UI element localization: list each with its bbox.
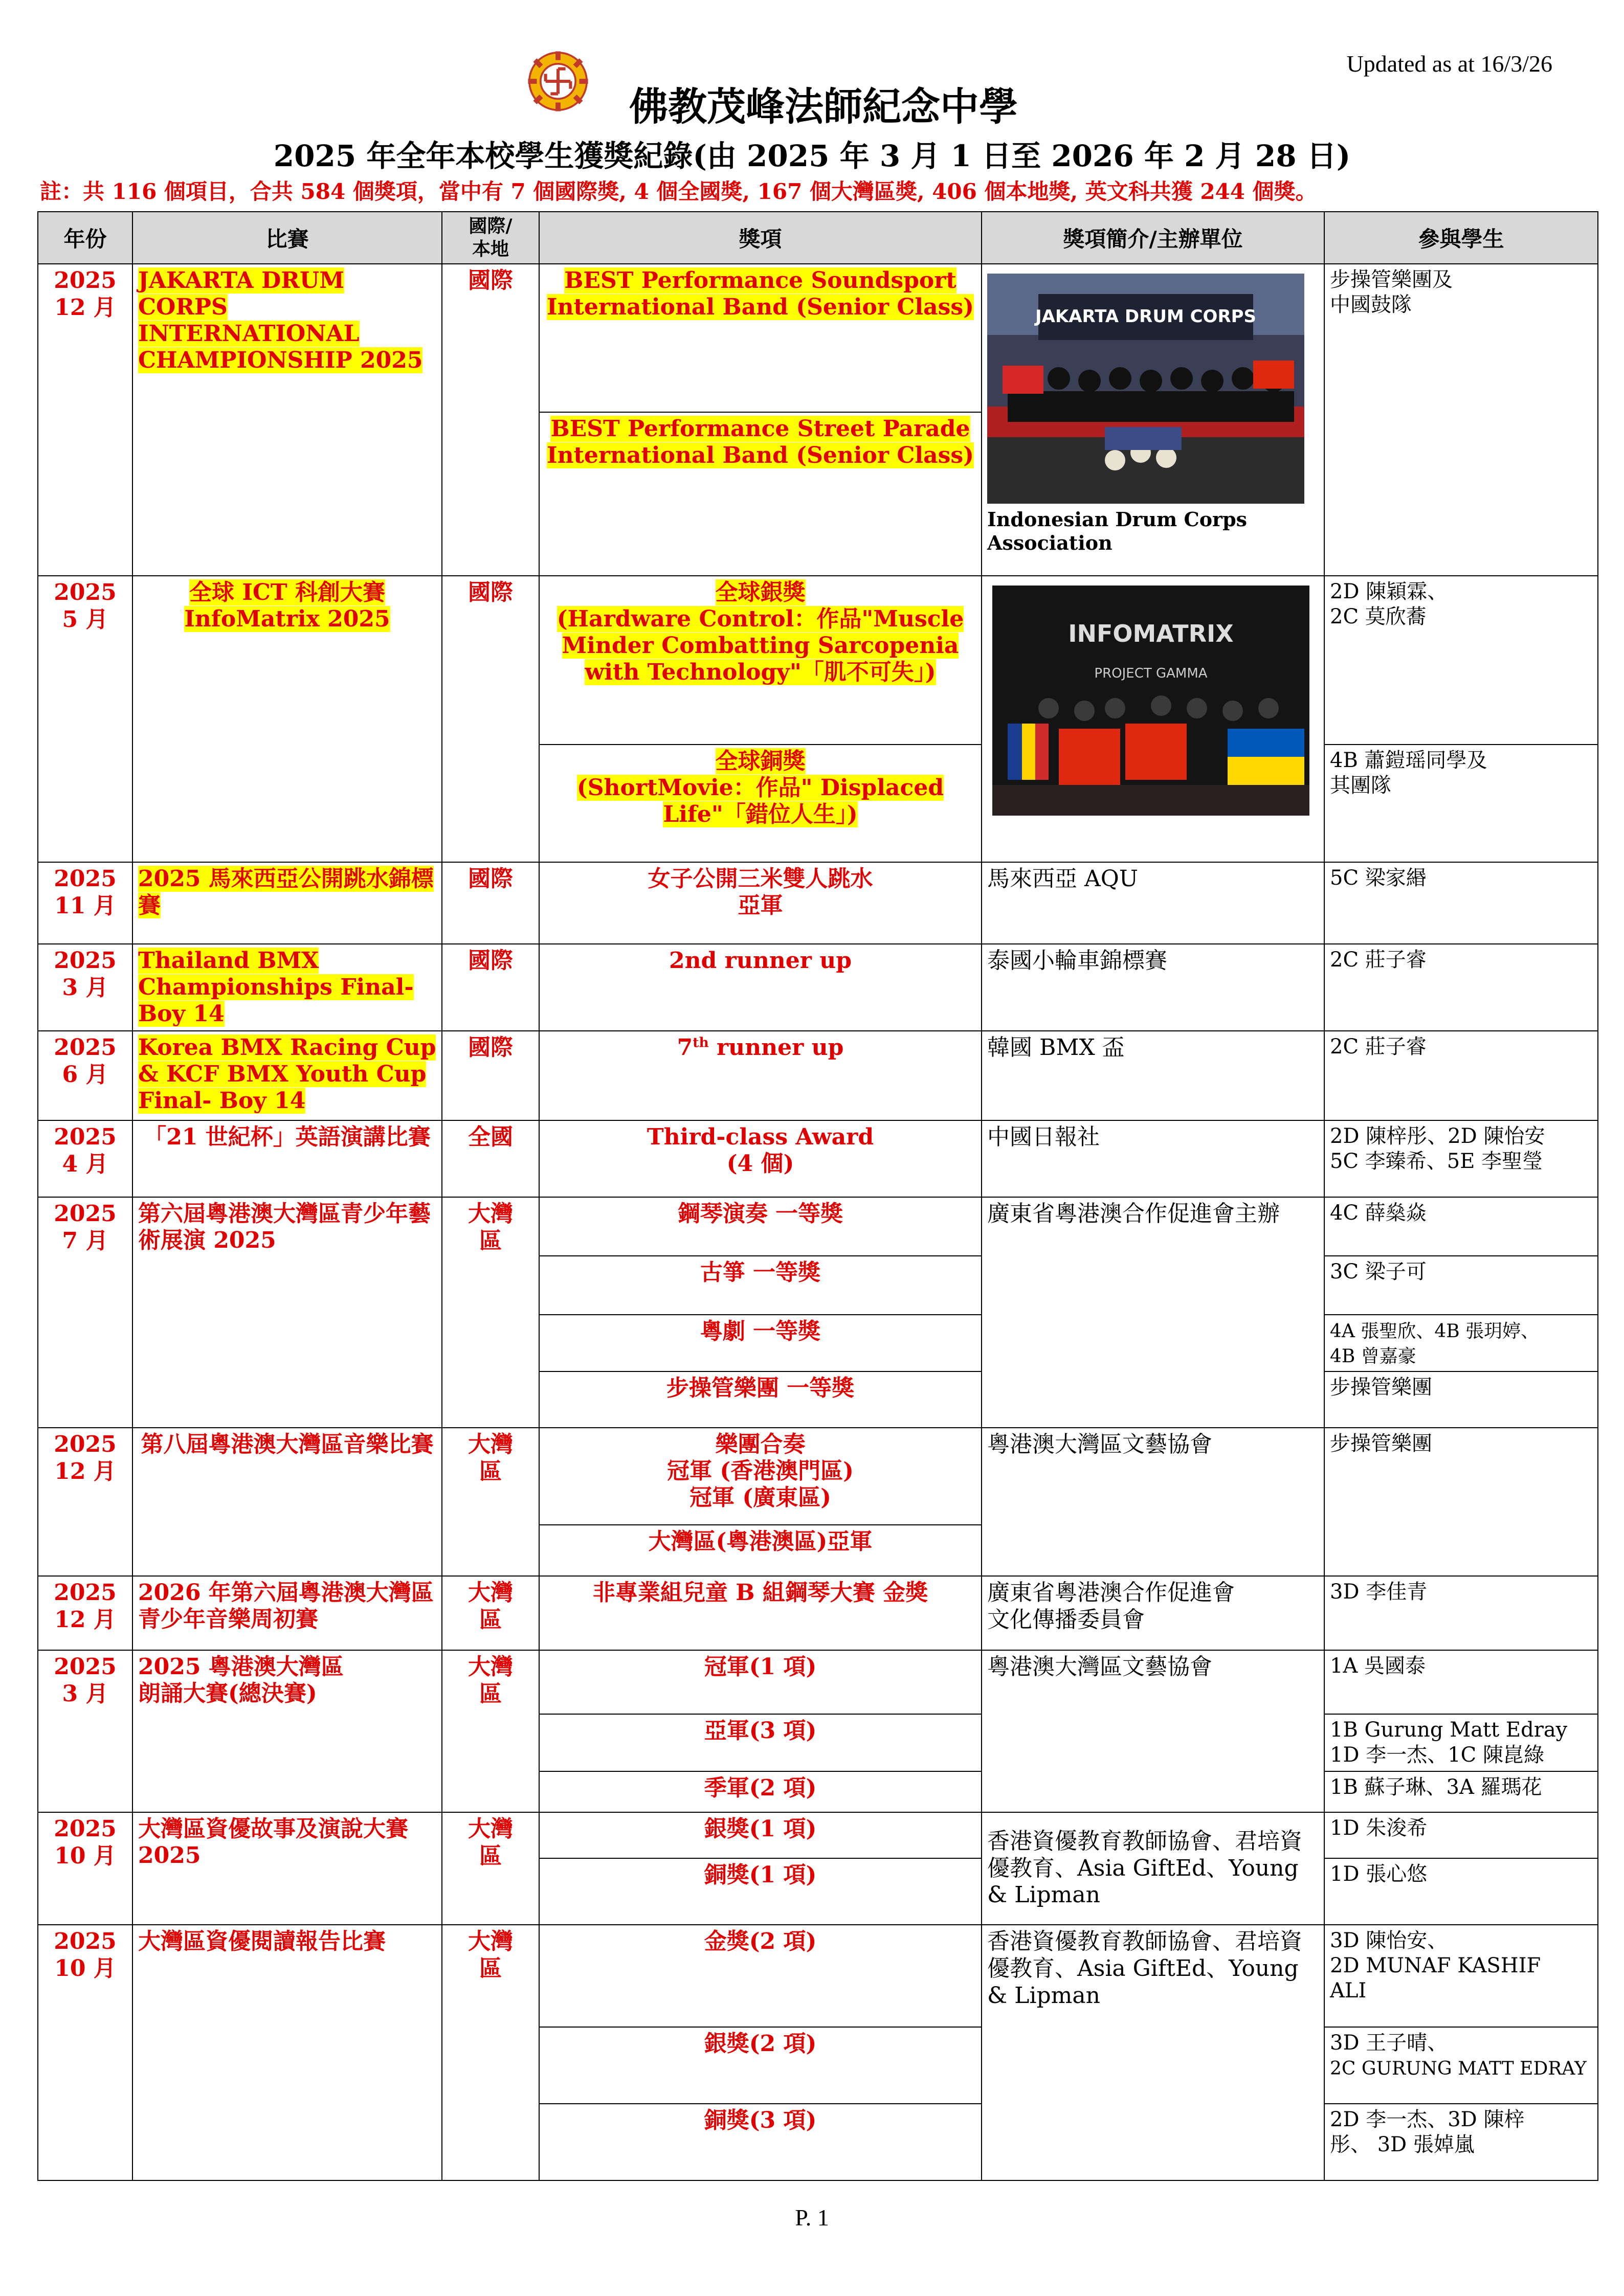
- header-award: 獎項: [539, 212, 982, 264]
- award-cell: [539, 412, 982, 576]
- students-cell: 4A 張聖欣、4B 張玥婷、 4B 曾嘉豪: [1324, 1315, 1598, 1372]
- intro-cell: 粵港澳大灣區文藝協會: [982, 1650, 1324, 1812]
- competition-cell: 大灣區資優故事及演說大賽 2025: [132, 1812, 442, 1925]
- students-cell: 1B 蘇子琳、3A 羅瑪花: [1324, 1771, 1598, 1812]
- award-cell: 樂團合奏 冠軍 (香港澳門區) 冠軍 (廣東區): [539, 1428, 982, 1525]
- intro-cell: 廣東省粵港澳合作促進會 文化傳播委員會: [982, 1576, 1324, 1650]
- award-cell: 鋼琴演奏 一等獎: [539, 1197, 982, 1256]
- table-header-row: [38, 212, 1598, 264]
- students-cell: 5C 梁家緡: [1324, 862, 1598, 944]
- award-cell: 銀獎(1 項): [539, 1812, 982, 1858]
- intro-cell: [982, 576, 1324, 862]
- photo-subtext: PROJECT GAMMA: [1094, 666, 1208, 681]
- students-cell: [1324, 2027, 1598, 2104]
- scope-cell: 國際: [442, 944, 539, 1031]
- competition-name: 2025 馬來西亞公開跳水錦標賽: [138, 866, 434, 918]
- award-cell: [539, 745, 982, 862]
- school-name: 佛教茂峰法師紀念中學: [629, 84, 1018, 129]
- page-title: 2025 年全年本校學生獲獎紀錄(由 2025 年 3 月 1 日至 2026 年 2 月 28 日): [273, 139, 1351, 173]
- header-competition: 比賽: [132, 212, 442, 264]
- award-cell: Third-class Award (4 個): [539, 1120, 982, 1197]
- intro-cell: 泰國小輪車錦標賽: [982, 944, 1324, 1031]
- student-name: 3D 王子晴、: [1330, 2031, 1448, 2055]
- photo-text: INFOMATRIX: [1068, 620, 1234, 647]
- award-name: runner up: [708, 1034, 844, 1061]
- header-scope: 國際/ 本地: [442, 212, 539, 264]
- award-cell: 女子公開三米雙人跳水 亞軍: [539, 862, 982, 944]
- award-detail: (ShortMovie：作品" Displaced Life"「錯位人生」): [576, 774, 944, 827]
- scope-cell: 國際: [442, 264, 539, 576]
- year-cell: 2025 10 月: [38, 1812, 132, 1925]
- year-cell: 2025 12 月: [38, 264, 132, 576]
- scope-cell: 大灣 區: [442, 1428, 539, 1576]
- year-cell: 2025 12 月: [38, 1428, 132, 1576]
- scope-cell: 大灣 區: [442, 1650, 539, 1812]
- competition-name: JAKARTA DRUM CORPS INTERNATIONAL CHAMPIONSHIP 2025: [138, 267, 423, 373]
- scope-cell: 國際: [442, 862, 539, 944]
- award-cell: 銅獎(1 項): [539, 1858, 982, 1925]
- year-cell: 2025 7 月: [38, 1197, 132, 1428]
- table-row: [38, 576, 1598, 745]
- students-cell: 步操管樂團: [1324, 1371, 1598, 1428]
- students-cell: 2D 陳穎霖、 2C 莫欣蕎: [1324, 576, 1598, 745]
- intro-cell: [982, 264, 1324, 576]
- competition-cell: [132, 944, 442, 1031]
- competition-cell: [132, 862, 442, 944]
- school-crest-icon: [527, 50, 589, 112]
- table-row: [38, 1428, 1598, 1525]
- students-cell: 2D 李一杰、3D 陳梓 彤、 3D 張婥嵐: [1324, 2104, 1598, 2180]
- updated-date: Updated as at 16/3/26: [1346, 51, 1552, 77]
- year-cell: 2025 6 月: [38, 1031, 132, 1120]
- award-cell: 古箏 一等獎: [539, 1256, 982, 1315]
- students-cell: 2C 莊子睿: [1324, 1031, 1598, 1120]
- students-cell: 2C 莊子睿: [1324, 944, 1598, 1031]
- competition-cell: 「21 世紀杯」英語演講比賽: [132, 1120, 442, 1197]
- table-row: [38, 862, 1598, 944]
- header-intro: 獎項簡介/主辦單位: [982, 212, 1324, 264]
- year-cell: 2025 3 月: [38, 944, 132, 1031]
- table-row: [38, 1925, 1598, 2027]
- scope-cell: 全國: [442, 1120, 539, 1197]
- students-cell: 4C 薛燊焱: [1324, 1197, 1598, 1256]
- scope-cell: 國際: [442, 576, 539, 862]
- table-row: [38, 264, 1598, 412]
- svg-text:JAKARTA DRUM CORPS: JAKARTA DRUM CORPS: [1035, 306, 1257, 327]
- competition-cell: [132, 576, 442, 862]
- scope-cell: 大灣 區: [442, 1576, 539, 1650]
- students-cell: 步操管樂團: [1324, 1428, 1598, 1576]
- award-cell: [539, 264, 982, 412]
- award-cell: 冠軍(1 項): [539, 1650, 982, 1714]
- award-title: 全球銀獎: [715, 579, 806, 605]
- table-row: [38, 1031, 1598, 1120]
- students-cell: 3D 李佳青: [1324, 1576, 1598, 1650]
- students-cell: 2D 陳梓彤、2D 陳怡安 5C 李臻希、5E 李聖瑩: [1324, 1120, 1598, 1197]
- year-cell: 2025 5 月: [38, 576, 132, 862]
- award-cell: 金獎(2 項): [539, 1925, 982, 2027]
- award-name: BEST Performance Soundsport International Band (Senior Class): [546, 267, 974, 320]
- year-cell: 2025 3 月: [38, 1650, 132, 1812]
- competition-name: 全球 ICT 科創大賽 InfoMatrix 2025: [184, 579, 390, 632]
- award-cell: 銅獎(3 項): [539, 2104, 982, 2180]
- competition-cell: 2025 粵港澳大灣區 朗誦大賽(總決賽): [132, 1650, 442, 1812]
- award-cell: 粵劇 一等獎: [539, 1315, 982, 1372]
- competition-name: Korea BMX Racing Cup & KCF BMX Youth Cup Final- Boy 14: [138, 1034, 436, 1114]
- competition-cell: 第八屆粵港澳大灣區音樂比賽: [132, 1428, 442, 1576]
- competition-cell: [132, 1031, 442, 1120]
- intro-cell: 中國日報社: [982, 1120, 1324, 1197]
- scope-cell: 國際: [442, 1031, 539, 1120]
- competition-cell: 大灣區資優閱讀報告比賽: [132, 1925, 442, 2180]
- photo-drum-corps-group: [987, 274, 1304, 504]
- award-cell: [539, 1031, 982, 1120]
- competition-cell: [132, 264, 442, 576]
- table-row: [38, 1120, 1598, 1197]
- intro-cell: 香港資優教育教師協會、君培資優教育、Asia GiftEd、Young & Lipman: [982, 1812, 1324, 1925]
- award-cell: 大灣區(粵港澳區)亞軍: [539, 1525, 982, 1576]
- award-cell: 銀獎(2 項): [539, 2027, 982, 2104]
- students-cell: 3D 陳怡安、 2D MUNAF KASHIF ALI: [1324, 1925, 1598, 2027]
- organizer-text: Indonesian Drum Corps Association: [987, 508, 1248, 554]
- award-cell: 亞軍(3 項): [539, 1714, 982, 1771]
- award-cell: 2nd runner up: [539, 944, 982, 1031]
- student-name: 2C GURUNG MATT EDRAY: [1330, 2058, 1587, 2079]
- intro-cell: 香港資優教育教師協會、君培資優教育、Asia GiftEd、Young & Lipman: [982, 1925, 1324, 2180]
- competition-name: Thailand BMX Championships Final-Boy 14: [138, 948, 414, 1027]
- intro-cell: 馬來西亞 AQU: [982, 862, 1324, 944]
- scope-cell: 大灣 區: [442, 1925, 539, 2180]
- competition-cell: 第六屆粵港澳大灣區青少年藝術展演 2025: [132, 1197, 442, 1428]
- award-detail: (Hardware Control：作品"Muscle Minder Combatting Sarcopenia with Technology"「肌不可失」): [557, 605, 964, 685]
- award-ordinal-suffix: th: [693, 1034, 709, 1051]
- scope-cell: 大灣 區: [442, 1812, 539, 1925]
- award-name: BEST Performance Street Parade International Band (Senior Class): [546, 416, 974, 468]
- award-cell: [539, 576, 982, 745]
- award-cell: 季軍(2 項): [539, 1771, 982, 1812]
- table-row: [38, 1197, 1598, 1256]
- award-title: 全球銅獎: [715, 748, 806, 774]
- header-year: 年份: [38, 212, 132, 264]
- students-cell: 1D 張心悠: [1324, 1858, 1598, 1925]
- intro-cell: 粵港澳大灣區文藝協會: [982, 1428, 1324, 1576]
- photo-infomatrix-stage: [987, 586, 1315, 816]
- award-ordinal: 7: [677, 1034, 693, 1061]
- year-cell: 2025 12 月: [38, 1576, 132, 1650]
- year-cell: 2025 10 月: [38, 1925, 132, 2180]
- award-cell: 步操管樂團 一等獎: [539, 1371, 982, 1428]
- year-cell: 2025 11 月: [38, 862, 132, 944]
- award-cell: 非專業組兒童 B 組鋼琴大賽 金獎: [539, 1576, 982, 1650]
- students-cell: 步操管樂團及 中國鼓隊: [1324, 264, 1598, 576]
- scope-cell: 大灣 區: [442, 1197, 539, 1428]
- header-students: 參與學生: [1324, 212, 1598, 264]
- students-cell: 1A 吳國泰: [1324, 1650, 1598, 1714]
- intro-cell: 廣東省粵港澳合作促進會主辦: [982, 1197, 1324, 1428]
- table-row: [38, 1812, 1598, 1858]
- year-cell: 2025 4 月: [38, 1120, 132, 1197]
- students-cell: 1B Gurung Matt Edray 1D 李一杰、1C 陳崑綠: [1324, 1714, 1598, 1771]
- table-row: [38, 1650, 1598, 1714]
- students-cell: 1D 朱浚希: [1324, 1812, 1598, 1858]
- intro-cell: 韓國 BMX 盃: [982, 1031, 1324, 1120]
- summary-note: 註：共 116 個項目，合共 584 個獎項，當中有 7 個國際獎, 4 個全國獎, 167 個大灣區獎, 406 個本地獎, 英文科共獲 244 個獎。: [40, 179, 1317, 204]
- students-cell: 4B 蕭鎧瑶同學及 其團隊: [1324, 745, 1598, 862]
- awards-table: [37, 211, 1598, 2181]
- students-cell: 3C 梁子可: [1324, 1256, 1598, 1315]
- competition-cell: 2026 年第六屆粵港澳大灣區青少年音樂周初賽: [132, 1576, 442, 1650]
- page-number: P. 1: [795, 2204, 829, 2231]
- table-row: [38, 1576, 1598, 1650]
- table-row: [38, 944, 1598, 1031]
